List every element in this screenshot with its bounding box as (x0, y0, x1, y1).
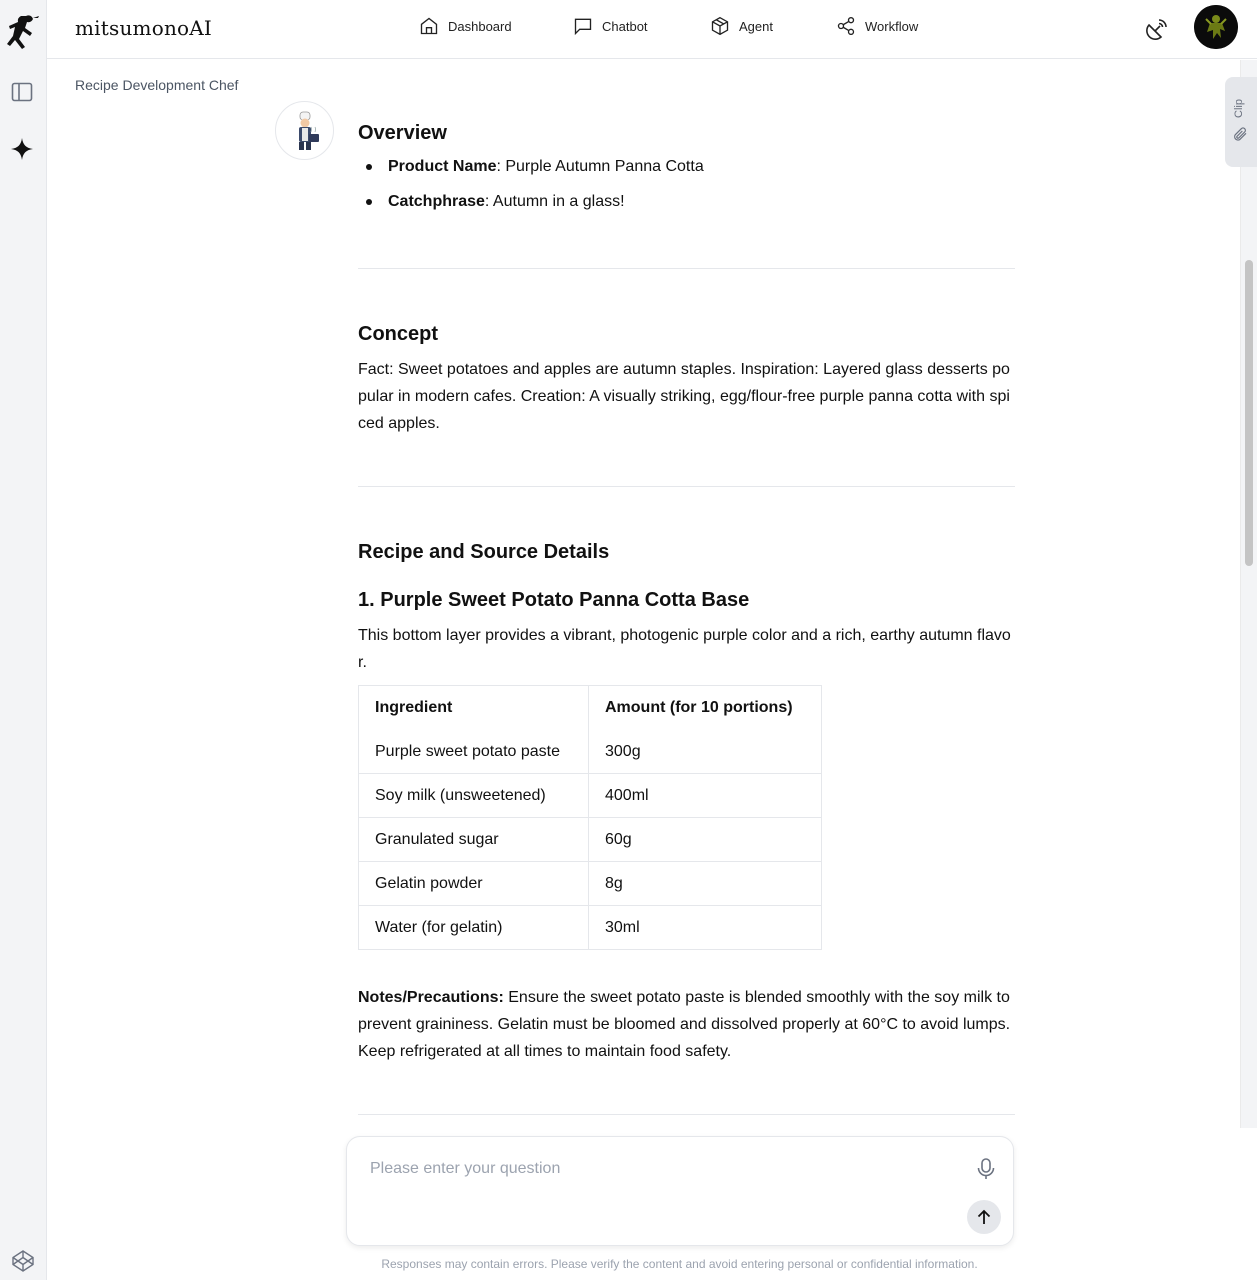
table-cell: Soy milk (unsweetened) (359, 774, 589, 818)
package-icon (710, 16, 730, 36)
chat-bubble-icon (573, 16, 593, 36)
nav-workflow[interactable] (836, 16, 918, 36)
clip-tab[interactable] (1225, 77, 1257, 167)
chef-avatar (275, 101, 334, 160)
clip-label: Clip (1233, 99, 1245, 118)
breadcrumb: Recipe Development Chef (75, 77, 239, 93)
nav-dashboard[interactable] (419, 16, 512, 36)
divider (358, 268, 1015, 269)
table-row (359, 906, 822, 950)
concept-text: Fact: Sweet potatoes and apples are autumn staples. Inspiration: Layered glass desserts popular in modern cafes. Creation: A visually striking, egg/flour-free purple panna cotta with spiced apples. (358, 361, 1010, 432)
nav-agent-label: Agent (739, 18, 773, 34)
table-cell: 300g (589, 730, 822, 774)
microphone-icon[interactable] (975, 1157, 997, 1181)
table-cell: 30ml (589, 906, 822, 950)
nav-dashboard-label: Dashboard (448, 18, 512, 34)
send-button[interactable] (967, 1200, 1001, 1234)
catchphrase-value: : Autumn in a glass! (484, 193, 625, 210)
table-cell: Granulated sugar (359, 818, 589, 862)
table-row (359, 774, 822, 818)
question-input[interactable] (370, 1157, 930, 1181)
nav-chatbot-label: Chatbot (602, 18, 648, 34)
nav-chatbot[interactable] (573, 16, 648, 36)
chat-composer (346, 1136, 1014, 1246)
nav-workflow-label: Workflow (865, 18, 919, 34)
home-icon (419, 16, 439, 36)
notes-paragraph (358, 984, 1015, 1065)
overview-list (358, 154, 1015, 224)
user-avatar[interactable] (1194, 5, 1238, 49)
table-cell: Water (for gelatin) (359, 906, 589, 950)
disclaimer-text: Responses may contain errors. Please verify the content and avoid entering personal or confidential information. (381, 1257, 978, 1271)
share-nodes-icon (836, 16, 856, 36)
assistant-message (358, 118, 1015, 1115)
product-name-value: : Purple Autumn Panna Cotta (496, 158, 704, 175)
overview-heading: Overview (358, 122, 447, 144)
table-row (359, 862, 822, 906)
avatar-figure-icon (1194, 5, 1238, 49)
list-item (358, 154, 1015, 189)
sidebar-toggle-icon[interactable] (11, 81, 33, 103)
nav-agent[interactable] (710, 16, 773, 36)
table-header-cell: Amount (for 10 portions) (589, 686, 822, 730)
table-header-cell: Ingredient (359, 686, 589, 730)
table-cell: 400ml (589, 774, 822, 818)
top-bar (47, 0, 1257, 59)
notes-text: Ensure the sweet potato paste is blended smoothly with the soy milk to prevent graininess. Gelatin must be bloomed and dissolved properly at 60°C to avoid lumps. Keep refrigerated at all times to maintain food safety. (358, 989, 1011, 1060)
ingredient-table (358, 685, 822, 950)
product-name-label: Product Name (388, 158, 497, 175)
concept-heading: Concept (358, 323, 438, 345)
divider (358, 1114, 1015, 1115)
table-row (359, 730, 822, 774)
notes-label: Notes/Precautions: (358, 989, 504, 1006)
brand-name[interactable]: mitsumonoAI (75, 16, 213, 40)
table-row (359, 818, 822, 862)
scrollbar-thumb[interactable] (1245, 260, 1253, 566)
table-cell: 8g (589, 862, 822, 906)
paperclip-icon (1232, 126, 1248, 142)
table-cell: Purple sweet potato paste (359, 730, 589, 774)
section1-heading: 1. Purple Sweet Potato Panna Cotta Base (358, 589, 750, 611)
divider (358, 486, 1015, 487)
recipe-heading: Recipe and Source Details (358, 541, 610, 563)
chef-illustration-icon (276, 102, 334, 160)
satellite-dish-icon[interactable] (1144, 16, 1170, 42)
ninja-logo-icon[interactable] (6, 12, 40, 52)
section1-text: This bottom layer provides a vibrant, photogenic purple color and a rich, earthy autumn flavor. (358, 627, 1011, 671)
sparkle-icon[interactable] (10, 137, 34, 161)
table-cell: Gelatin powder (359, 862, 589, 906)
table-cell: 60g (589, 818, 822, 862)
left-rail (0, 0, 47, 1280)
arrow-up-icon (975, 1208, 993, 1226)
list-item (358, 189, 1015, 224)
catchphrase-label: Catchphrase (388, 193, 485, 210)
vertical-scrollbar[interactable] (1240, 60, 1257, 1128)
table-header-row (359, 686, 822, 730)
